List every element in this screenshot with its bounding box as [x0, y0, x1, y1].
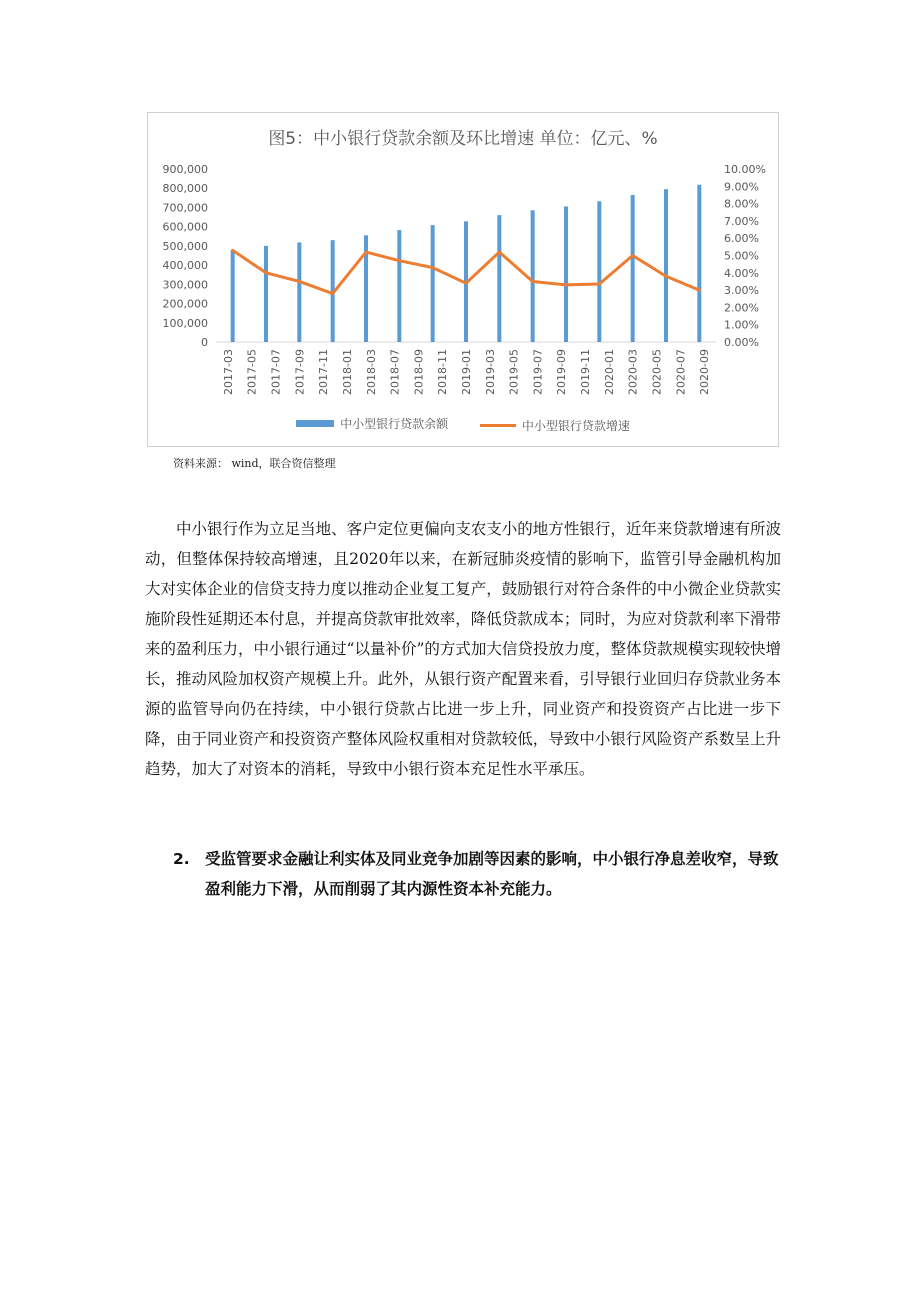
- chart-title: 图5：中小银行贷款余额及环比增速 单位：亿元、%: [268, 129, 658, 149]
- x-axis-category-label: 2018-03: [364, 349, 378, 395]
- x-axis-category-label: 2019-09: [555, 349, 569, 395]
- loan-balance-bar: [397, 230, 401, 342]
- chart-container: [147, 112, 779, 447]
- right-axis-tick: 2.00%: [724, 301, 759, 315]
- x-axis-category-label: 2020-03: [626, 349, 640, 395]
- loan-balance-bar: [664, 189, 668, 342]
- heading-number: 2.: [173, 850, 190, 868]
- left-axis-tick: 900,000: [162, 163, 208, 176]
- x-axis-category-label: 2019-03: [483, 349, 497, 395]
- legend-line-swatch: [480, 424, 516, 427]
- left-axis-tick: 700,000: [162, 201, 208, 215]
- x-axis-category-label: 2018-01: [340, 349, 354, 395]
- left-axis-tick: 500,000: [162, 239, 208, 253]
- left-axis-tick: 100,000: [162, 316, 208, 330]
- right-axis-tick: 8.00%: [724, 197, 759, 211]
- body-paragraph: 中小银行作为立足当地、客户定位更偏向支农支小的地方性银行，近年来贷款增速有所波动，但整体保持较高增速，且2020年以来，在新冠肺炎疫情的影响下，监管引导金融机构加大对实体企业的信贷支持力度以推动企业复工复产，鼓励银行对符合条件的中小微企业贷款实施阶段性延期还本付息，并提高贷款审批效率，降低贷款成本；同时，为应对贷款利率下滑带来的盈利压力，中小银行通过“以量补价”的方式加大信贷投放力度，整体贷款规模实现较快增长，推动风险加权资产规模上升。此外，从银行资产配置来看，引导银行业回归存贷款业务本源的监管导向仍在持续，中小银行贷款占比进一步上升，同业资产和投资资产占比进一步下降，由于同业资产和投资资产整体风险权重相对贷款较低，导致中小银行风险资产系数呈上升趋势，加大了对资本的消耗，导致中小银行资本充足性水平承压。: [145, 520, 781, 778]
- right-axis-tick: 9.00%: [724, 180, 759, 194]
- loan-balance-bar: [531, 210, 535, 342]
- left-axis-tick: 0: [201, 336, 208, 349]
- legend-item-line: [480, 417, 630, 434]
- x-axis-category-label: 2017-09: [293, 349, 307, 395]
- right-axis-tick: 10.00%: [724, 163, 766, 176]
- legend-line-label: 中小型银行贷款增速: [521, 419, 630, 433]
- legend-bar-swatch: [296, 420, 334, 427]
- loan-balance-bar: [497, 215, 501, 342]
- heading-text: 受监管要求金融让利实体及同业竞争加剧等因素的影响，中小银行净息差收窄，导致盈利能力下滑，从而削弱了其内源性资本补充能力。: [205, 850, 779, 898]
- x-axis-category-label: 2019-01: [460, 349, 473, 395]
- x-axis-category-label: 2020-01: [602, 349, 616, 395]
- x-axis-category-label: 2019-05: [507, 349, 521, 395]
- loan-balance-bar: [431, 225, 435, 342]
- loan-balance-bar: [631, 195, 635, 342]
- x-axis-category-label: 2020-09: [698, 349, 712, 395]
- section-heading: [173, 844, 783, 904]
- x-axis-category-label: 2019-07: [531, 349, 545, 395]
- x-axis-category-label: 2017-07: [269, 349, 283, 395]
- x-axis-category-label: 2020-07: [674, 349, 688, 395]
- source-note: 资料来源： wind，联合资信整理: [173, 457, 336, 470]
- x-axis-category-label: 2020-05: [650, 349, 664, 395]
- left-axis-tick: 300,000: [162, 278, 208, 292]
- loan-balance-bar: [597, 201, 601, 342]
- loan-chart: [148, 113, 780, 448]
- right-axis-tick: 3.00%: [724, 284, 759, 298]
- right-axis-tick: 1.00%: [724, 318, 759, 332]
- x-axis-category-label: 2018-09: [412, 349, 426, 395]
- loan-balance-bar: [697, 185, 701, 342]
- left-axis-tick: 200,000: [162, 297, 208, 311]
- x-axis-category-label: 2017-11: [317, 349, 331, 395]
- right-axis-tick: 0.00%: [724, 336, 759, 349]
- chart-legend: [148, 415, 778, 434]
- left-axis-tick: 800,000: [162, 182, 208, 196]
- right-axis-tick: 5.00%: [724, 249, 759, 263]
- left-axis-tick: 400,000: [162, 259, 208, 273]
- x-axis-category-label: 2018-11: [436, 349, 450, 395]
- loan-balance-bar: [297, 242, 301, 342]
- loan-balance-bar: [264, 246, 268, 342]
- loan-balance-bar: [564, 206, 568, 342]
- left-axis-tick: 600,000: [162, 220, 208, 234]
- x-axis-category-label: 2017-05: [245, 349, 259, 395]
- legend-item-bar: [296, 415, 448, 432]
- right-axis-tick: 7.00%: [724, 214, 759, 228]
- x-axis-category-label: 2017-03: [221, 349, 235, 395]
- x-axis-category-label: 2019-11: [579, 349, 593, 395]
- x-axis-category-label: 2018-07: [388, 349, 402, 395]
- right-axis-tick: 6.00%: [724, 232, 759, 246]
- legend-bar-label: 中小型银行贷款余额: [340, 417, 449, 431]
- loan-balance-bar: [231, 250, 235, 342]
- right-axis-tick: 4.00%: [724, 266, 759, 280]
